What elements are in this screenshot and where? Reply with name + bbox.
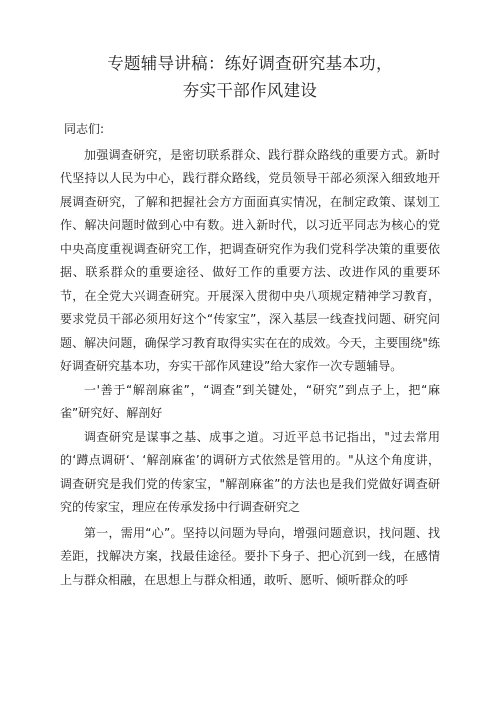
document-title	[60, 50, 440, 104]
paragraph-body-1: 调查研究是谋事之基、成事之道。习近平总书记指出，"过去常用的‘蹲点调研‘、‘解剖麻雀’的调研方式依然是管用的。"从这个角度讲，调查研究是我们党的传家宝，"解剖麻雀”的方法也是我们党做好调查研究的传家宝，理应在传承发扬中行调查研究之	[60, 429, 440, 514]
salutation: 同志们:	[64, 122, 105, 136]
section-heading-1: 一'善于“解剖麻雀”，“调查”到关键处，“研究”到点子上，把“麻雀”研究好、解剖好	[60, 382, 440, 420]
paragraph-body-2: 第一，需用“心”。坚持以问题为导向，增强问题意识，找问题、找差距，找解决方案，找最佳途径。要扑下身子、把心沉到一线，在感情上与群众相融，在思想上与群众相通，敢听、愿听、倾听群众的呼	[60, 525, 440, 587]
paragraph-intro: 加强调查研究，是密切联系群众、践行群众路线的重要方式。新时代坚持以人民为中心，践行群众路线，党员领导干部必须深入细致地开展调查研究，了解和把握社会方方面面真实情况，在制定政策、谋划工作、解决问题时做到心中有数。进入新时代，以习近平同志为核心的党中央高度重视调查研究工作，把调查研究作为我们党科学决策的重要依据、联系群众的重要途径、做好工作的重要方法、改进作风的重要环节，在全党大兴调查研究。开展深入贯彻中央八项规定精神学习教育，要求党员干部必须用好这个“传家宝”，深入基层一线查找问题、研究问题、解决问题，确保学习教育取得实实在在的成效。今天，主要围绕"练好调查研究基本功，夯实干部作风建设”给大家作一次专题辅导。	[60, 147, 440, 373]
title-line-1: 专题辅导讲稿：练好调查研究基本功，	[107, 54, 393, 73]
title-line-2: 夯实干部作风建设	[182, 81, 318, 100]
